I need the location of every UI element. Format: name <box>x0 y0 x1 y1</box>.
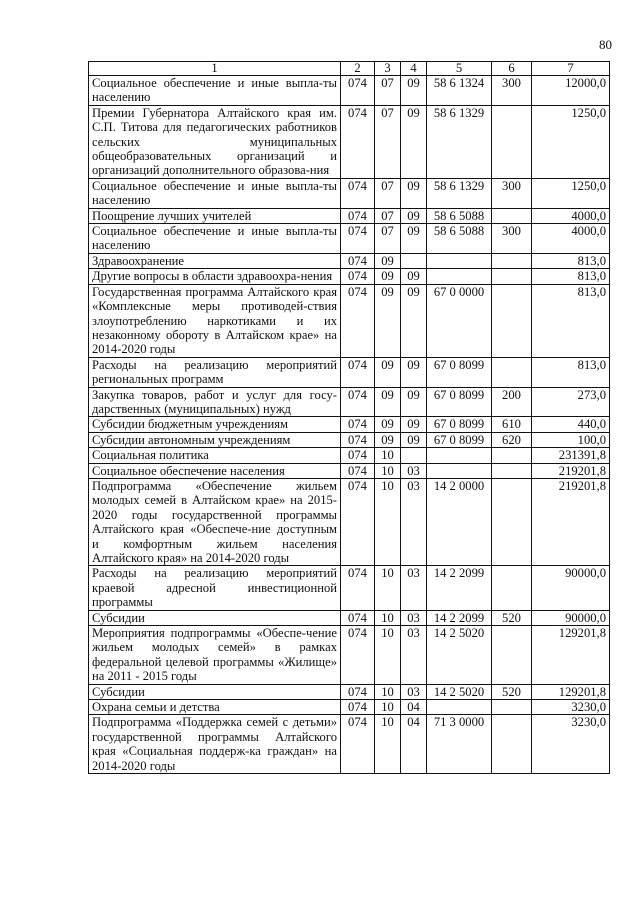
table-row <box>89 566 610 610</box>
header-cell-3: 3 <box>375 62 401 76</box>
row-target-code-cell <box>427 463 492 478</box>
row-amount-cell: 90000,0 <box>532 566 610 610</box>
table-row <box>89 610 610 625</box>
header-cell-5: 5 <box>427 62 492 76</box>
row-subchapter-code-cell: 03 <box>401 684 427 699</box>
row-section-code-cell: 074 <box>341 626 375 685</box>
row-section-code-cell: 074 <box>341 105 375 178</box>
row-amount-cell: 813,0 <box>532 357 610 387</box>
row-amount-cell: 1250,0 <box>532 178 610 208</box>
row-subchapter-code-cell: 03 <box>401 626 427 685</box>
row-amount-cell: 4000,0 <box>532 208 610 223</box>
row-target-code-cell: 14 2 0000 <box>427 478 492 565</box>
row-amount-cell: 219201,8 <box>532 463 610 478</box>
row-name-cell: Социальное обеспечение и иные выпла-ты населению <box>89 224 341 254</box>
row-section-code-cell: 074 <box>341 224 375 254</box>
row-chapter-code-cell: 07 <box>375 208 401 223</box>
row-expense-type-cell <box>492 357 532 387</box>
row-amount-cell: 813,0 <box>532 269 610 284</box>
row-target-code-cell <box>427 700 492 715</box>
row-expense-type-cell: 300 <box>492 76 532 106</box>
row-section-code-cell: 074 <box>341 610 375 625</box>
row-section-code-cell: 074 <box>341 715 375 774</box>
row-amount-cell: 90000,0 <box>532 610 610 625</box>
table-row <box>89 448 610 463</box>
row-amount-cell: 273,0 <box>532 387 610 417</box>
row-name-cell: Мероприятия подпрограммы «Обеспе-чение жильем молодых семей» в рамках федеральной целевой программы «Жилище» на 2011 - 2015 годы <box>89 626 341 685</box>
table-body <box>89 62 610 774</box>
row-expense-type-cell <box>492 269 532 284</box>
row-section-code-cell: 074 <box>341 700 375 715</box>
row-chapter-code-cell: 09 <box>375 387 401 417</box>
row-chapter-code-cell: 07 <box>375 224 401 254</box>
row-chapter-code-cell: 10 <box>375 610 401 625</box>
row-amount-cell: 3230,0 <box>532 715 610 774</box>
row-name-cell: Подпрограмма «Поддержка семей с детьми» государственной программы Алтайского края «Социальная поддерж-ка граждан» на 2014-2020 годы <box>89 715 341 774</box>
row-target-code-cell: 58 6 5088 <box>427 208 492 223</box>
table-row <box>89 357 610 387</box>
row-subchapter-code-cell: 09 <box>401 269 427 284</box>
row-expense-type-cell <box>492 105 532 178</box>
row-subchapter-code-cell: 04 <box>401 700 427 715</box>
row-subchapter-code-cell: 09 <box>401 432 427 447</box>
row-name-cell: Подпрограмма «Обеспечение жильем молодых семей в Алтайском крае» на 2015-2020 годы государственной программы Алтайского края «Обеспече-ние доступным и комфортным жильем населения Алтайского края» на 2014-2020 годы <box>89 478 341 565</box>
row-target-code-cell: 67 0 0000 <box>427 284 492 357</box>
row-target-code-cell: 58 6 5088 <box>427 224 492 254</box>
row-chapter-code-cell: 10 <box>375 626 401 685</box>
row-expense-type-cell: 300 <box>492 224 532 254</box>
row-section-code-cell: 074 <box>341 684 375 699</box>
row-section-code-cell: 074 <box>341 478 375 565</box>
row-target-code-cell: 67 0 8099 <box>427 357 492 387</box>
row-chapter-code-cell: 09 <box>375 417 401 432</box>
table-row <box>89 700 610 715</box>
table-row <box>89 387 610 417</box>
table-row <box>89 684 610 699</box>
row-target-code-cell: 67 0 8099 <box>427 432 492 447</box>
row-amount-cell: 813,0 <box>532 284 610 357</box>
row-subchapter-code-cell: 09 <box>401 417 427 432</box>
row-name-cell: Субсидии бюджетным учреждениям <box>89 417 341 432</box>
row-amount-cell: 12000,0 <box>532 76 610 106</box>
row-name-cell: Социальное обеспечение и иные выпла-ты населению <box>89 178 341 208</box>
row-section-code-cell: 074 <box>341 448 375 463</box>
row-chapter-code-cell: 10 <box>375 715 401 774</box>
row-name-cell: Субсидии <box>89 684 341 699</box>
row-target-code-cell <box>427 253 492 268</box>
row-name-cell: Закупка товаров, работ и услуг для госу-дарственных (муниципальных) нужд <box>89 387 341 417</box>
row-chapter-code-cell: 10 <box>375 463 401 478</box>
table-header-row <box>89 62 610 76</box>
row-subchapter-code-cell: 03 <box>401 463 427 478</box>
row-expense-type-cell <box>492 566 532 610</box>
table-row <box>89 253 610 268</box>
table-row <box>89 463 610 478</box>
row-chapter-code-cell: 09 <box>375 284 401 357</box>
table-row <box>89 105 610 178</box>
header-cell-7: 7 <box>532 62 610 76</box>
row-section-code-cell: 074 <box>341 357 375 387</box>
row-subchapter-code-cell: 09 <box>401 357 427 387</box>
row-section-code-cell: 074 <box>341 284 375 357</box>
row-section-code-cell: 074 <box>341 269 375 284</box>
row-amount-cell: 4000,0 <box>532 224 610 254</box>
row-subchapter-code-cell: 09 <box>401 76 427 106</box>
table-row <box>89 432 610 447</box>
row-amount-cell: 129201,8 <box>532 684 610 699</box>
table-row <box>89 626 610 685</box>
row-subchapter-code-cell: 09 <box>401 208 427 223</box>
row-section-code-cell: 074 <box>341 178 375 208</box>
row-chapter-code-cell: 09 <box>375 357 401 387</box>
row-target-code-cell: 14 2 2099 <box>427 610 492 625</box>
row-subchapter-code-cell: 09 <box>401 105 427 178</box>
table-row <box>89 76 610 106</box>
row-name-cell: Расходы на реализацию мероприятий региональных программ <box>89 357 341 387</box>
row-name-cell: Субсидии автономным учреждениям <box>89 432 341 447</box>
row-chapter-code-cell: 07 <box>375 105 401 178</box>
row-amount-cell: 440,0 <box>532 417 610 432</box>
row-amount-cell: 219201,8 <box>532 478 610 565</box>
row-section-code-cell: 074 <box>341 208 375 223</box>
row-subchapter-code-cell: 03 <box>401 566 427 610</box>
row-chapter-code-cell: 09 <box>375 432 401 447</box>
row-expense-type-cell <box>492 715 532 774</box>
row-expense-type-cell: 300 <box>492 178 532 208</box>
row-section-code-cell: 074 <box>341 253 375 268</box>
row-subchapter-code-cell: 03 <box>401 610 427 625</box>
row-name-cell: Премии Губернатора Алтайского края им. С.П. Титова для педагогических работников сельских муниципальных общеобразовательных организаций и организаций дополнительного образова-ния <box>89 105 341 178</box>
row-target-code-cell: 14 2 2099 <box>427 566 492 610</box>
row-chapter-code-cell: 07 <box>375 178 401 208</box>
row-amount-cell: 129201,8 <box>532 626 610 685</box>
row-target-code-cell: 58 6 1329 <box>427 178 492 208</box>
table-row <box>89 478 610 565</box>
row-chapter-code-cell: 10 <box>375 566 401 610</box>
row-target-code-cell: 58 6 1329 <box>427 105 492 178</box>
table-row <box>89 224 610 254</box>
row-chapter-code-cell: 10 <box>375 684 401 699</box>
row-expense-type-cell <box>492 626 532 685</box>
row-name-cell: Социальное обеспечение и иные выпла-ты населению <box>89 76 341 106</box>
row-target-code-cell: 67 0 8099 <box>427 387 492 417</box>
row-section-code-cell: 074 <box>341 76 375 106</box>
row-expense-type-cell: 520 <box>492 684 532 699</box>
row-amount-cell: 3230,0 <box>532 700 610 715</box>
row-expense-type-cell <box>492 253 532 268</box>
row-chapter-code-cell: 10 <box>375 700 401 715</box>
row-subchapter-code-cell <box>401 253 427 268</box>
row-target-code-cell <box>427 269 492 284</box>
row-expense-type-cell <box>492 463 532 478</box>
table-row <box>89 417 610 432</box>
table-row <box>89 715 610 774</box>
row-section-code-cell: 074 <box>341 417 375 432</box>
row-chapter-code-cell: 09 <box>375 269 401 284</box>
row-subchapter-code-cell: 09 <box>401 284 427 357</box>
row-name-cell: Социальная политика <box>89 448 341 463</box>
row-target-code-cell: 14 2 5020 <box>427 684 492 699</box>
header-cell-2: 2 <box>341 62 375 76</box>
row-name-cell: Другие вопросы в области здравоохра-нения <box>89 269 341 284</box>
row-section-code-cell: 074 <box>341 387 375 417</box>
row-name-cell: Расходы на реализацию мероприятий краевой адресной инвестиционной программы <box>89 566 341 610</box>
row-section-code-cell: 074 <box>341 566 375 610</box>
row-subchapter-code-cell: 09 <box>401 178 427 208</box>
header-cell-1: 1 <box>89 62 341 76</box>
row-chapter-code-cell: 10 <box>375 448 401 463</box>
row-section-code-cell: 074 <box>341 432 375 447</box>
row-expense-type-cell <box>492 284 532 357</box>
row-target-code-cell: 67 0 8099 <box>427 417 492 432</box>
budget-table <box>88 61 610 774</box>
table-row <box>89 269 610 284</box>
row-target-code-cell: 14 2 5020 <box>427 626 492 685</box>
row-name-cell: Здравоохранение <box>89 253 341 268</box>
row-chapter-code-cell: 09 <box>375 253 401 268</box>
row-subchapter-code-cell: 09 <box>401 224 427 254</box>
row-subchapter-code-cell: 04 <box>401 715 427 774</box>
header-cell-6: 6 <box>492 62 532 76</box>
table-row <box>89 178 610 208</box>
row-target-code-cell: 71 3 0000 <box>427 715 492 774</box>
row-chapter-code-cell: 10 <box>375 478 401 565</box>
row-name-cell: Охрана семьи и детства <box>89 700 341 715</box>
row-name-cell: Субсидии <box>89 610 341 625</box>
row-target-code-cell: 58 6 1324 <box>427 76 492 106</box>
row-expense-type-cell: 200 <box>492 387 532 417</box>
row-amount-cell: 231391,8 <box>532 448 610 463</box>
row-amount-cell: 813,0 <box>532 253 610 268</box>
header-cell-4: 4 <box>401 62 427 76</box>
row-name-cell: Поощрение лучших учителей <box>89 208 341 223</box>
row-subchapter-code-cell <box>401 448 427 463</box>
row-target-code-cell <box>427 448 492 463</box>
page-number: 80 <box>599 37 612 52</box>
row-expense-type-cell <box>492 448 532 463</box>
row-expense-type-cell <box>492 208 532 223</box>
row-subchapter-code-cell: 09 <box>401 387 427 417</box>
table-row <box>89 284 610 357</box>
row-name-cell: Социальное обеспечение населения <box>89 463 341 478</box>
row-expense-type-cell <box>492 478 532 565</box>
row-expense-type-cell: 520 <box>492 610 532 625</box>
row-section-code-cell: 074 <box>341 463 375 478</box>
table-row <box>89 208 610 223</box>
row-amount-cell: 100,0 <box>532 432 610 447</box>
row-expense-type-cell: 620 <box>492 432 532 447</box>
row-amount-cell: 1250,0 <box>532 105 610 178</box>
row-chapter-code-cell: 07 <box>375 76 401 106</box>
row-subchapter-code-cell: 03 <box>401 478 427 565</box>
row-expense-type-cell: 610 <box>492 417 532 432</box>
row-expense-type-cell <box>492 700 532 715</box>
row-name-cell: Государственная программа Алтайского края «Комплексные меры противодей-ствия злоупотреблению наркотиками и их незаконному обороту в Алтайском крае» на 2014-2020 годы <box>89 284 341 357</box>
